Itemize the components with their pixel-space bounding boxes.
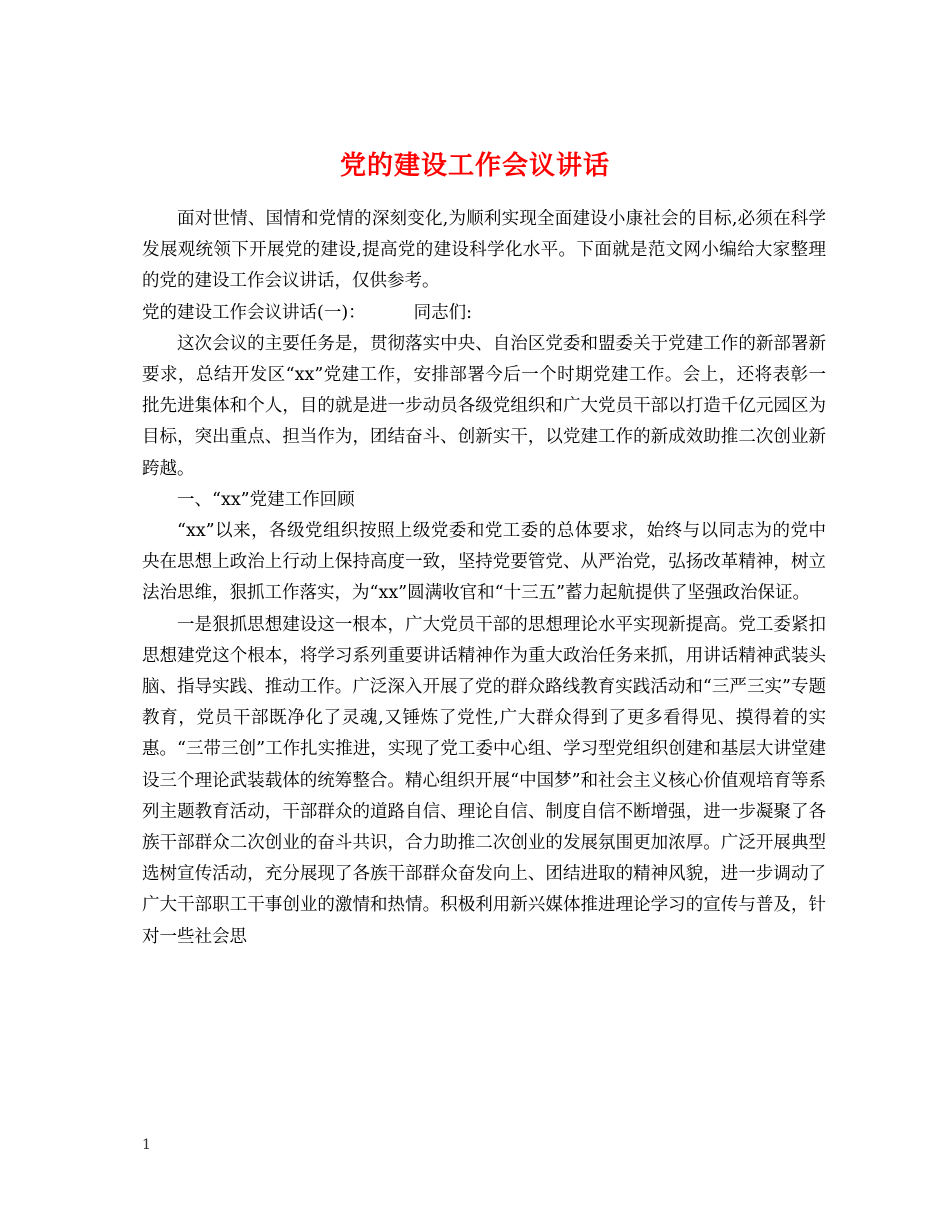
- body-paragraph: 一是狠抓思想建设这一根本，广大党员干部的思想理论水平实现新提高。党工委紧扣思想建党这个根本，将学习系列重要讲话精神作为重大政治任务来抓，用讲话精神武装头脑、指导实践、推动工作。广泛深入开展了党的群众路线教育实践活动和“三严三实”专题教育，党员干部既净化了灵魂,又锤炼了党性,广大群众得到了更多看得见、摸得着的实惠。“三带三创”工作扎实推进，实现了党工委中心组、学习型党组织创建和基层大讲堂建设三个理论武装载体的统筹整合。精心组织开展“中国梦”和社会主义核心价值观培育等系列主题教育活动，干部群众的道路自信、理论自信、制度自信不断增强，进一步凝聚了各族干部群众二次创业的奋斗共识，合力助推二次创业的发展氛围更加浓厚。广泛开展典型选树宣传活动，充分展现了各族干部群众奋发向上、团结进取的精神风貌，进一步调动了广大干部职工干事创业的激情和热情。积极利用新兴媒体推进理论学习的宣传与普及，针对一些社会思: [142, 614, 826, 947]
- section-subtitle: 党的建设工作会议讲话(一)：: [142, 302, 366, 323]
- intro-paragraph: 面对世情、国情和党情的深刻变化,为顺利实现全面建设小康社会的目标,必须在科学发展观统领下开展党的建设,提高党的建设科学化水平。下面就是范文网小编给大家整理的党的建设工作会议讲话，仅供参考。: [142, 209, 826, 292]
- body-paragraph: 这次会议的主要任务是，贯彻落实中央、自治区党委和盟委关于党建工作的新部署新要求，总结开发区“xx”党建工作，安排部署今后一个时期党建工作。会上，还将表彰一批先进集体和个人，目的就是进一步动员各级党组织和广大党员干部以打造千亿元园区为目标，突出重点、担当作为，团结奋斗、创新实干，以党建工作的新成效助推二次创业新跨越。: [142, 333, 826, 479]
- body-paragraph: “xx”以来，各级党组织按照上级党委和党工委的总体要求，始终与以同志为的党中央在思想上政治上行动上保持高度一致，坚持党要管党、从严治党，弘扬改革精神，树立法治思维，狠抓工作落实，为“xx”圆满收官和“十三五”蓄力起航提供了坚强政治保证。: [142, 521, 826, 604]
- section-heading: 一、“xx”党建工作回顾: [177, 489, 355, 510]
- salutation: 同志们:: [413, 302, 473, 323]
- page-number: 1: [142, 1137, 151, 1153]
- document-title: 党的建设工作会议讲话: [339, 151, 610, 182]
- document-body: [142, 204, 826, 953]
- subtitle-line: [142, 298, 826, 329]
